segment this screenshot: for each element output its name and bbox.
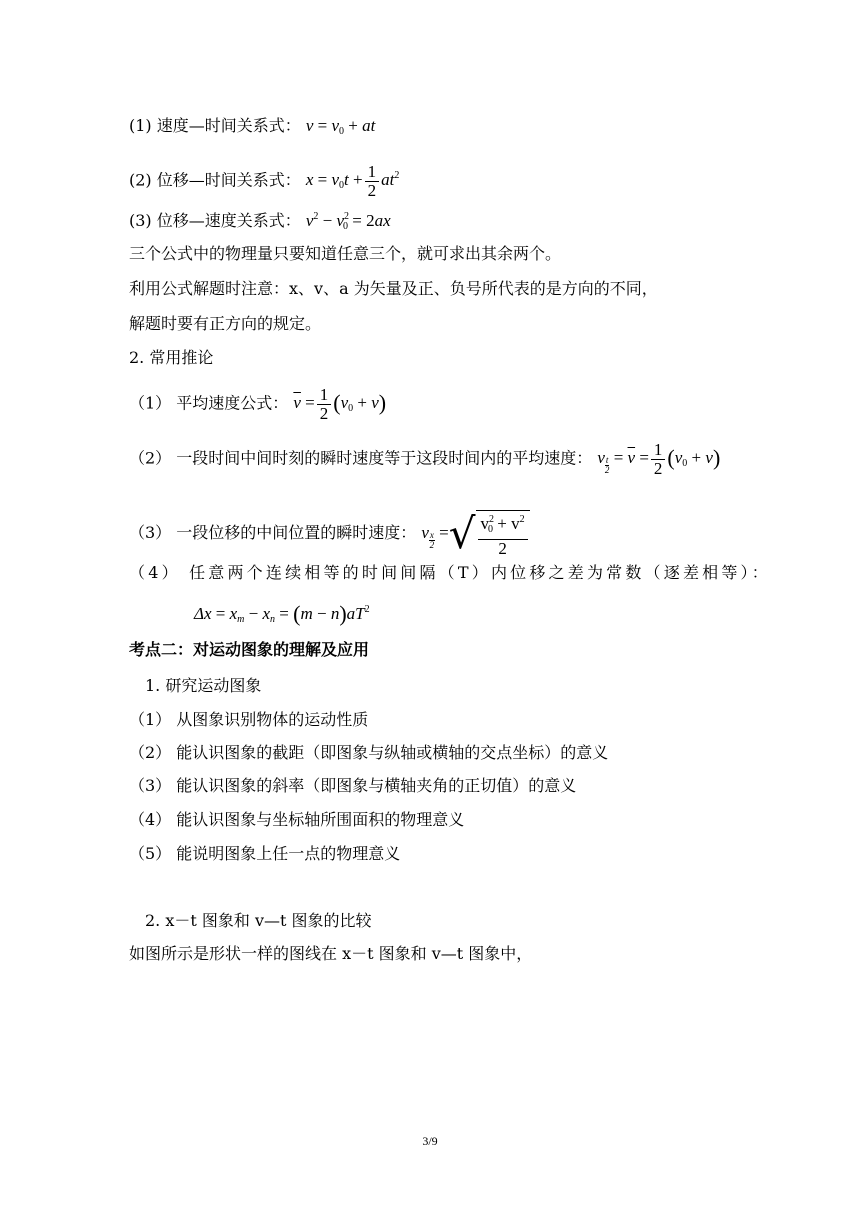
formula-2-label: (2) 位移—时间关系式： bbox=[129, 170, 301, 190]
formula-1-expression: $v = v_0$ + at bbox=[305, 116, 376, 137]
section-2-last-line: 如图所示是形状一样的图线在 x－t 图象和 v—t 图象中， bbox=[129, 944, 533, 963]
formula-2-expression: $x = v_0t$ + $\frac{1}{2}$ $at^2$ bbox=[305, 162, 400, 200]
formula-displacement-time bbox=[129, 163, 399, 200]
inference-3-label: （3） 一段位移的中间位置的瞬时速度： bbox=[129, 522, 417, 542]
formula-displacement-velocity bbox=[129, 207, 391, 237]
formula-1-label: (1) 速度—时间关系式： bbox=[129, 116, 301, 135]
section-2-item-2: （2） 能认识图象的截距（即图象与纵轴或横轴的交点坐标）的意义 bbox=[129, 743, 609, 762]
inference-2-expression: v $\frac{t}{2}$ = $\overline{v}$ = $\frac{1}{2}$ $(v_0 + v)$ bbox=[597, 440, 721, 478]
inference-mid-time-velocity bbox=[129, 441, 720, 478]
formula-3-expression: $v^2 - v^2_0 = 2ax$ bbox=[305, 211, 391, 232]
section-2-item-1: （1） 从图象识别物体的运动性质 bbox=[129, 710, 369, 729]
inference-heading: 2. 常用推论 bbox=[129, 348, 214, 367]
inference-4-expression: $\Delta x = x_m - x_n = (m - n)aT^2$ bbox=[194, 601, 370, 626]
inference-average-velocity bbox=[129, 386, 386, 423]
section-2-item-5: （5） 能说明图象上任一点的物理意义 bbox=[129, 844, 401, 863]
inference-2-label: （2） 一段时间中间时刻的瞬时速度等于这段时间内的平均速度： bbox=[129, 448, 593, 468]
inference-1-label: （1） 平均速度公式： bbox=[129, 393, 289, 413]
section-2-sub-1: 1. 研究运动图象 bbox=[145, 676, 262, 695]
paragraph-3: 解题时要有正方向的规定。 bbox=[129, 314, 322, 333]
page-number: 3/9 bbox=[422, 1134, 438, 1148]
paragraph-2: 利用公式解题时注意：x、v、a 为矢量及正、负号所代表的是方向的不同， bbox=[129, 279, 658, 298]
paragraph-1: 三个公式中的物理量只要知道任意三个，就可求出其余两个。 bbox=[129, 244, 562, 263]
formula-velocity-time bbox=[129, 116, 375, 142]
section-2-sub-2: 2. x－t 图象和 v—t 图象的比较 bbox=[145, 911, 372, 930]
section-2-item-4: （4） 能认识图象与坐标轴所围面积的物理意义 bbox=[129, 810, 465, 829]
inference-4-label: （4） 任意两个连续相等的时间间隔（T）内位移之差为常数（逐差相等）： bbox=[129, 563, 771, 582]
section-2-item-3: （3） 能认识图象的斜率（即图象与横轴夹角的正切值）的意义 bbox=[129, 776, 577, 795]
inference-3-expression: v $\frac{x}{2}$ =√ $\frac{v^2_0 + v^2}{2}$ bbox=[421, 523, 529, 542]
formula-3-label: (3) 位移—速度关系式： bbox=[129, 211, 301, 230]
inference-mid-position-velocity bbox=[129, 510, 530, 558]
section-2-title: 考点二：对运动图象的理解及应用 bbox=[129, 640, 370, 659]
inference-1-expression: $\overline{v}$ = $\frac{1}{2}$ $(v_0 + v)$ bbox=[293, 385, 387, 423]
